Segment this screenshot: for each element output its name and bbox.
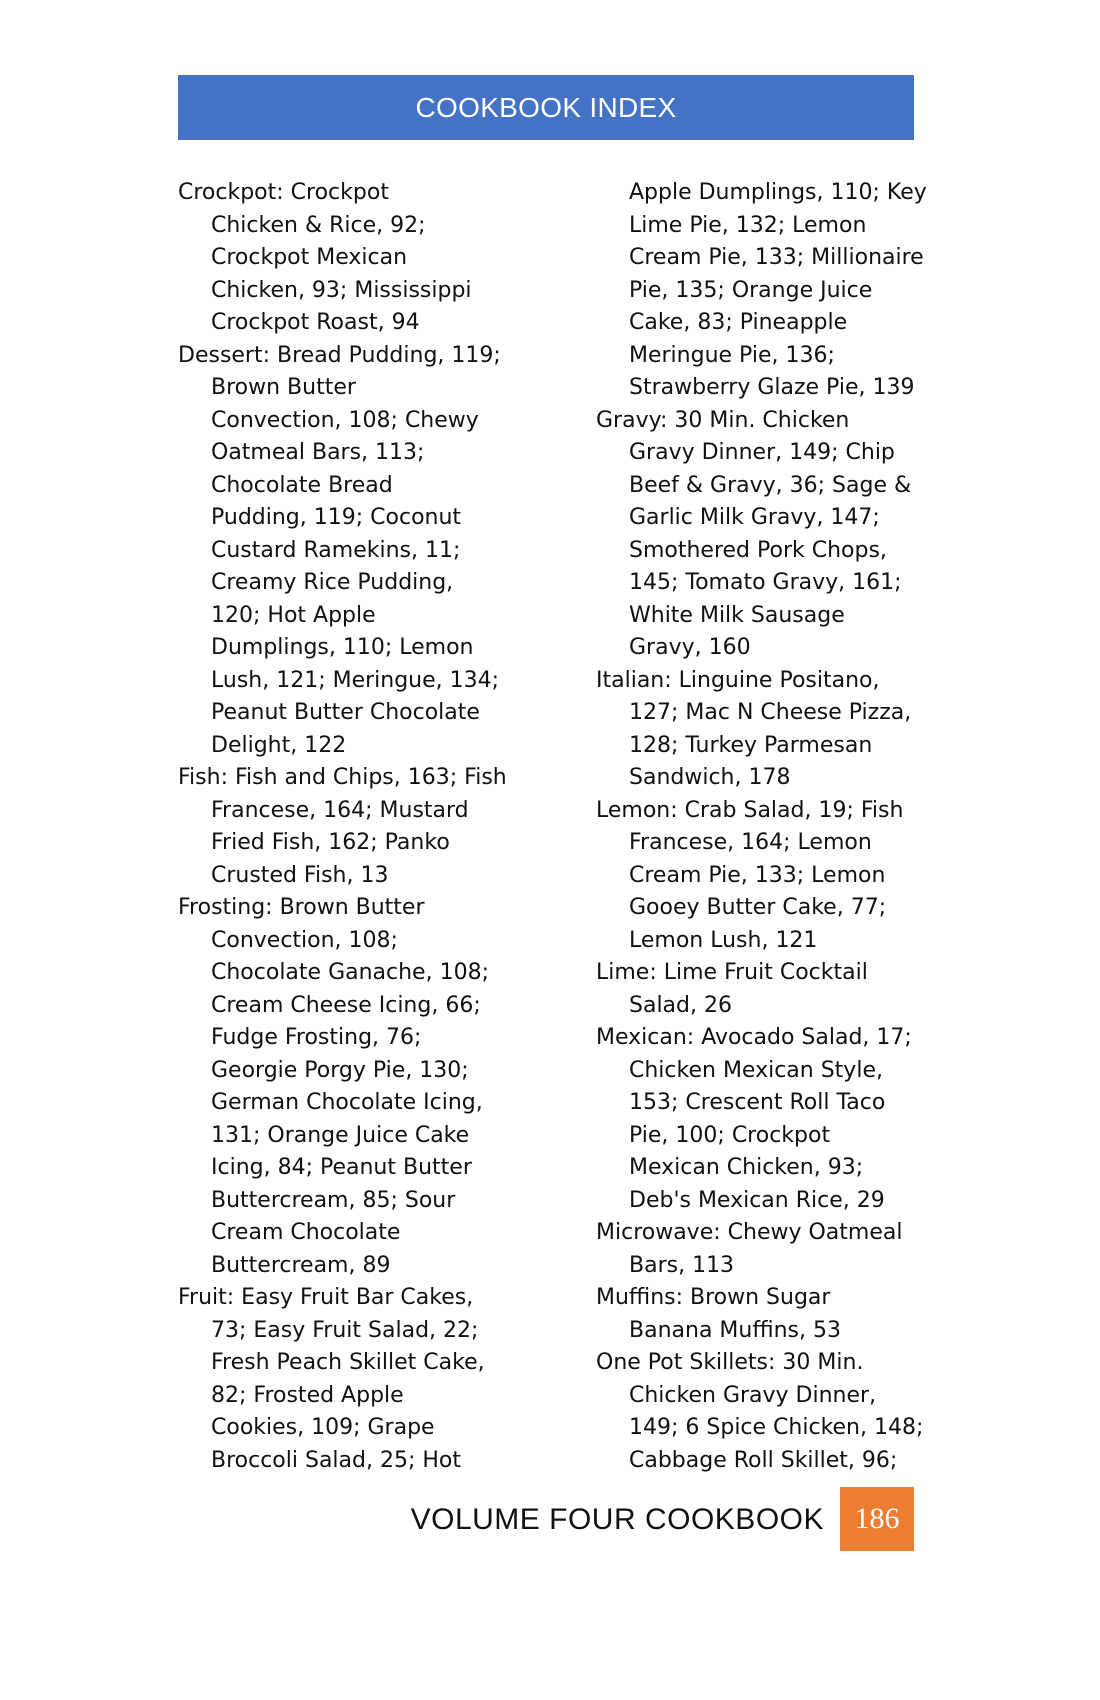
index-subline: Delight, 122 (211, 732, 347, 758)
index-subline: 145; Tomato Gravy, 161; (629, 570, 902, 595)
index-subline: Custard Ramekins, 11; (211, 537, 461, 563)
index-subline: Crockpot Roast, 94 (211, 310, 420, 335)
index-subline: Convection, 108; (211, 927, 398, 953)
index-subline: Cabbage Roll Skillet, 96; (629, 1447, 898, 1473)
index-subline: Mexican Chicken, 93; (629, 1155, 864, 1180)
index-subline: Broccoli Salad, 25; Hot (211, 1447, 462, 1473)
index-subline: Pudding, 119; Coconut (211, 505, 462, 530)
index-subline: Smothered Pork Chops, (629, 537, 887, 563)
index-subline: Chicken, 93; Mississippi (211, 277, 472, 303)
index-subline: White Milk Sausage (629, 602, 845, 628)
index-subline: Meringue Pie, 136; (629, 342, 835, 368)
index-entry: Dessert: Bread Pudding, 119; (178, 342, 501, 368)
index-subline: Crusted Fish, 13 (211, 862, 389, 888)
index-subline: Buttercream, 85; Sour (211, 1187, 456, 1213)
index-subline: Gravy Dinner, 149; Chip (629, 440, 895, 465)
index-column-left (178, 177, 507, 1477)
index-subline: Cream Pie, 133; Millionaire (629, 245, 924, 270)
index-subline: Pie, 135; Orange Juice (629, 277, 873, 303)
index-subline: Cream Cheese Icing, 66; (211, 992, 481, 1018)
index-subline: Francese, 164; Mustard (211, 797, 469, 823)
index-subline: Fresh Peach Skillet Cake, (211, 1350, 485, 1375)
index-entry: Frosting: Brown Butter (178, 895, 425, 920)
index-subline: Lime Pie, 132; Lemon (629, 212, 867, 238)
index-subline: Fudge Frosting, 76; (211, 1025, 422, 1050)
index-subline: Cream Pie, 133; Lemon (629, 862, 886, 888)
index-subline: Icing, 84; Peanut Butter (211, 1155, 472, 1180)
footer-book-title: VOLUME FOUR COOKBOOK (410, 1503, 824, 1536)
index-entry: Mexican: Avocado Salad, 17; (596, 1025, 912, 1050)
index-subline: German Chocolate Icing, (211, 1090, 483, 1115)
index-subline: Cake, 83; Pineapple (629, 310, 848, 335)
index-subline: Buttercream, 89 (211, 1252, 391, 1278)
index-subline: Georgie Porgy Pie, 130; (211, 1057, 469, 1083)
index-subline: Garlic Milk Gravy, 147; (629, 505, 880, 530)
index-subline: Deb's Mexican Rice, 29 (629, 1187, 885, 1213)
index-subline: Peanut Butter Chocolate (211, 700, 480, 725)
index-subline: Lush, 121; Meringue, 134; (211, 667, 500, 693)
index-subline: Chocolate Ganache, 108; (211, 960, 489, 985)
index-subline: 149; 6 Spice Chicken, 148; (629, 1415, 924, 1440)
index-subline: 128; Turkey Parmesan (629, 732, 873, 758)
index-entry: Gravy: 30 Min. Chicken (596, 407, 850, 433)
index-subline: Creamy Rice Pudding, (211, 570, 454, 595)
index-subline: Apple Dumplings, 110; Key (629, 180, 927, 205)
index-entry: One Pot Skillets: 30 Min. (596, 1350, 864, 1375)
index-subline: 73; Easy Fruit Salad, 22; (211, 1317, 479, 1343)
index-entry: Muffins: Brown Sugar (596, 1285, 831, 1310)
index-entry: Lime: Lime Fruit Cocktail (596, 960, 868, 985)
index-subline: Chicken Mexican Style, (629, 1057, 883, 1083)
index-subline: Lemon Lush, 121 (629, 927, 818, 953)
page-number: 186 (854, 1502, 900, 1535)
index-subline: Crockpot Mexican (211, 245, 408, 270)
index-subline: Francese, 164; Lemon (629, 830, 872, 855)
index-subline: Sandwich, 178 (629, 765, 791, 790)
index-header (178, 75, 914, 140)
page-number-badge (840, 1487, 914, 1551)
index-subline: 127; Mac N Cheese Pizza, (629, 700, 912, 725)
index-subline: Pie, 100; Crockpot (629, 1122, 831, 1148)
index-subline: Chocolate Bread (211, 472, 393, 498)
index-title: COOKBOOK INDEX (415, 91, 677, 123)
index-subline: 82; Frosted Apple (211, 1382, 404, 1408)
index-entry: Italian: Linguine Positano, (596, 667, 880, 693)
index-subline: Banana Muffins, 53 (629, 1317, 841, 1343)
index-entry: Microwave: Chewy Oatmeal (596, 1220, 903, 1245)
index-subline: Chicken Gravy Dinner, (629, 1382, 877, 1408)
index-subline: Bars, 113 (629, 1252, 735, 1278)
index-entry: Fish: Fish and Chips, 163; Fish (178, 765, 507, 790)
index-subline: Salad, 26 (629, 992, 732, 1018)
index-entry: Lemon: Crab Salad, 19; Fish (596, 797, 904, 823)
index-entry: Crockpot: Crockpot (178, 180, 389, 205)
index-subline: Cream Chocolate (211, 1220, 401, 1245)
index-subline: Fried Fish, 162; Panko (211, 830, 450, 855)
index-subline: Dumplings, 110; Lemon (211, 635, 474, 660)
index-subline: Beef & Gravy, 36; Sage & (629, 472, 912, 498)
index-subline: 131; Orange Juice Cake (211, 1122, 470, 1148)
index-subline: Gooey Butter Cake, 77; (629, 895, 887, 920)
index-column-right (596, 177, 927, 1477)
index-subline: Convection, 108; Chewy (211, 407, 479, 433)
index-subline: Oatmeal Bars, 113; (211, 440, 425, 465)
index-subline: Chicken & Rice, 92; (211, 212, 426, 238)
index-subline: 153; Crescent Roll Taco (629, 1090, 886, 1115)
index-entry: Fruit: Easy Fruit Bar Cakes, (178, 1285, 474, 1310)
index-subline: Cookies, 109; Grape (211, 1415, 435, 1440)
index-subline: 120; Hot Apple (211, 602, 376, 628)
index-subline: Strawberry Glaze Pie, 139 (629, 375, 915, 400)
index-subline: Gravy, 160 (629, 635, 751, 660)
index-subline: Brown Butter (211, 375, 356, 400)
